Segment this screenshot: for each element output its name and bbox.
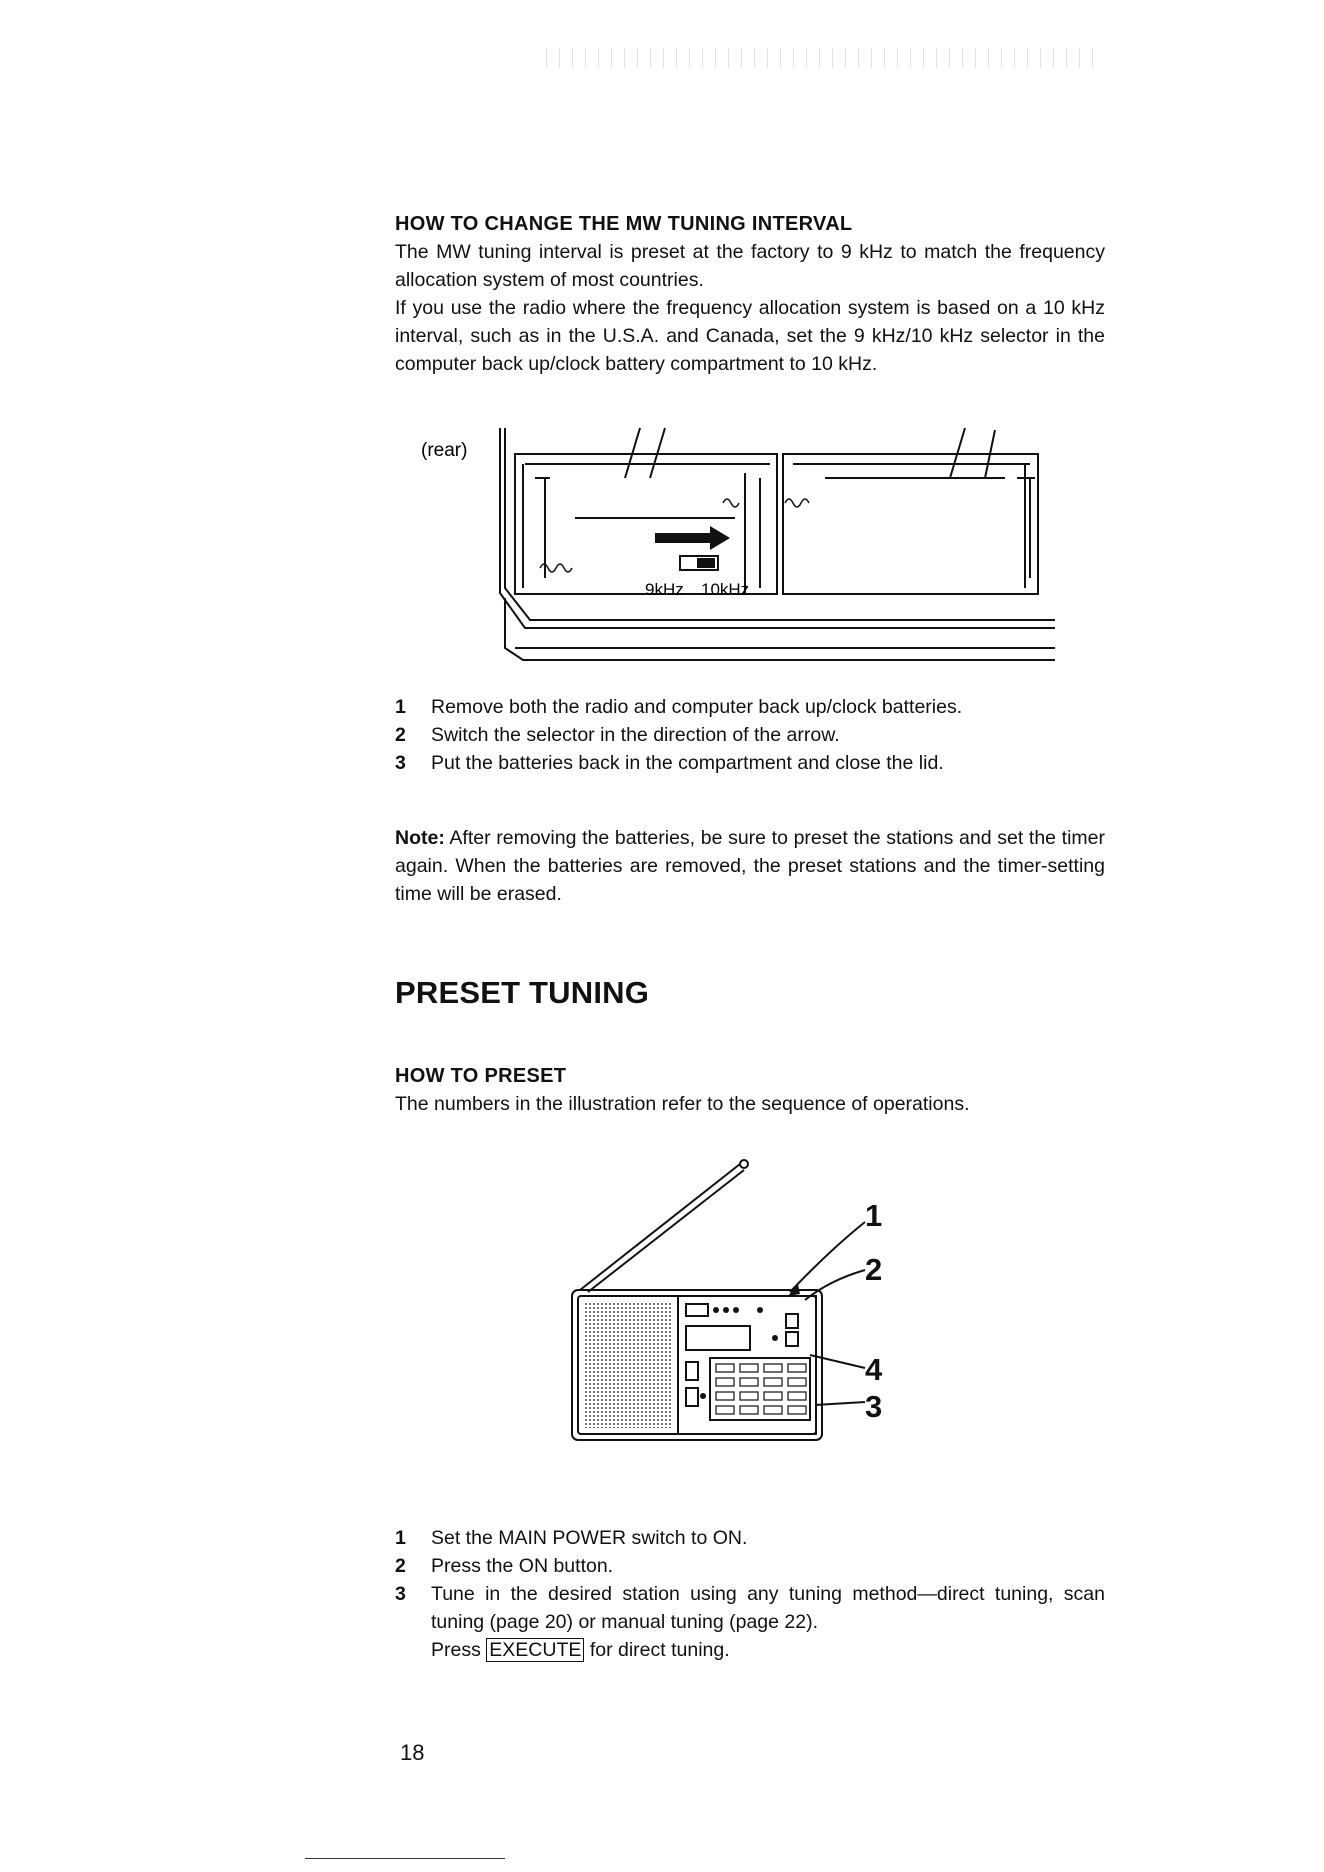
selector-label-10khz: 10kHz [701,580,750,599]
callout-2: 2 [865,1252,883,1287]
mw-interval-para-2: If you use the radio where the frequency allocation system is based on a 10 kHz interval, such as in the U.S.A. and Canada, set the 9 kHz/10 kHz selector in the computer back up/clock battery compartment to 10 kHz. [395,297,1105,375]
list-item: 3 Put the batteries back in the compartment and close the lid. [395,752,944,774]
note-label: Note: [395,827,445,849]
note-text: After removing the batteries, be sure to preset the stations and set the timer again. When the batteries are removed, the preset stations and the timer-setting time will be erased. [395,827,1106,905]
radio-front-figure [560,1150,920,1450]
list-item: 3 Tune in the desired station using any tuning method—direct tuning, scan tuning (page 20) or manual tuning (page 22). Press EXECUTE for direct tuning. [395,1583,1105,1661]
mw-interval-section [395,213,1105,378]
callout-3: 3 [865,1389,883,1424]
callout-4: 4 [865,1352,883,1387]
mw-interval-steps [395,693,1095,777]
how-to-preset-intro: The numbers in the illustration refer to the sequence of operations. [395,1093,970,1115]
execute-key: EXECUTE [486,1638,584,1662]
antenna [580,1164,744,1292]
scan-noise [540,48,1100,68]
note-paragraph [395,824,1105,908]
selector-arrow-icon [655,526,730,550]
list-item: 1 Set the MAIN POWER switch to ON. [395,1527,748,1549]
preset-tuning-title: PRESET TUNING [395,975,650,1010]
preset-steps [395,1524,1105,1664]
list-item: 2 Switch the selector in the direction of the arrow. [395,724,840,746]
how-to-preset-heading: HOW TO PRESET [395,1065,567,1087]
rear-label: (rear) [421,440,468,461]
callout-1: 1 [865,1198,883,1233]
press-text: Press [431,1639,481,1661]
bottom-rule [305,1858,505,1859]
mw-interval-heading: HOW TO CHANGE THE MW TUNING INTERVAL [395,213,853,235]
battery-compartment-figure [405,418,1065,668]
page-number: 18 [400,1740,425,1765]
how-to-preset-section [395,1065,1105,1118]
selector-label-9khz: 9kHz [645,580,684,599]
list-item: 2 Press the ON button. [395,1555,614,1577]
list-item: 1 Remove both the radio and computer back up/clock batteries. [395,696,963,718]
mw-interval-para-1: The MW tuning interval is preset at the factory to 9 kHz to match the frequency allocation system of most countries. [395,241,1105,291]
speaker-grille [584,1302,672,1428]
press-tail: for direct tuning. [589,1639,730,1661]
